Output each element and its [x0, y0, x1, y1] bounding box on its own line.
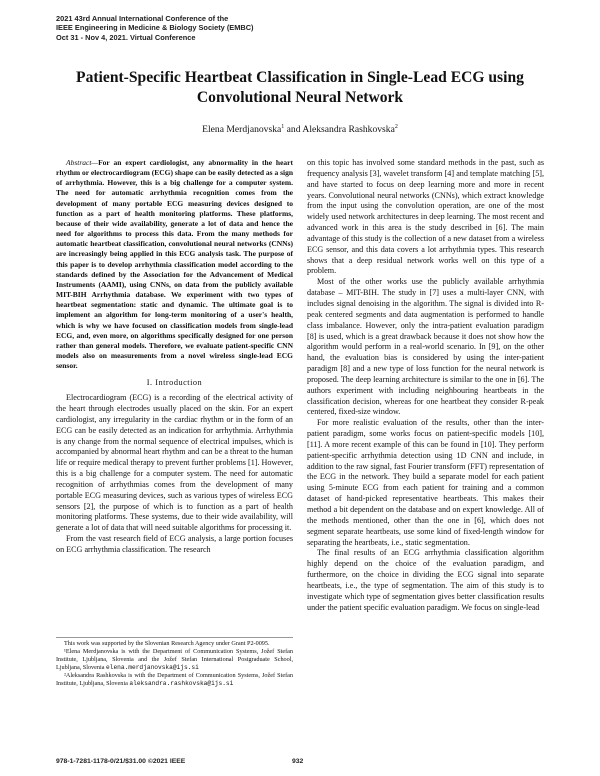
- footnote-1-text: ¹Elena Merdjanovska is with the Department of Communication Systems, Jožef Stefan Institute, Ljubljana, Slovenia and the Jožef Stefan International Postgraduate School, Ljubljana, Slovenia: [56, 647, 293, 671]
- authors: [40, 121, 560, 136]
- right-column: [307, 158, 544, 613]
- left-column: [56, 158, 293, 556]
- footnotes: [56, 637, 293, 687]
- footer-isbn: 978-1-7281-1178-0/21/$31.00 ©2021 IEEE: [56, 758, 186, 765]
- author-2: Aleksandra Rashkovska: [302, 124, 395, 135]
- footnote-support: This work was supported by the Slovenian Research Agency under Grant P2-0095.: [64, 640, 270, 647]
- author-1-affiliation: 1: [281, 124, 285, 130]
- author-conjunction: and: [284, 124, 303, 135]
- footnote-2-email[interactable]: aleksandra.rashkovska@ijs.si: [129, 679, 234, 687]
- intro-paragraph-2: From the vast research field of ECG analysis, a large portion focuses on ECG arrhythmia classification. The research: [56, 534, 293, 554]
- abstract-text: For an expert cardiologist, any abnormality in the heart rhythm or electrocardiogram (ECG) shape can be easily detected as a sign of arrhythmia. However, this is a big challenge for a computer system. The need for automatic arrhythmia recognition comes from the development of many portable ECG measuring devices designed to function as a part of health monitoring platforms. These platforms, because of their wide availability, generate a lot of data and hence the need for algorithms to process this data. From the many methods for automatic heartbeat classification, convolutional neural networks (CNNs) are increasingly being applied in this ECG analysis task. The purpose of this paper is to develop arrhythmia classification model according to the standards defined by the Association for the Advancement of Medical Instruments (AAMI), using CNNs, on data from the publicly available MIT-BIH Arrhythmia database. We experiment with two types of heartbeat segmentation: static and dynamic. The ultimate goal is to implement an algorithm for long-term monitoring of a user's health, which is why we have focused on classification models from single-lead ECG, and, even more, on algorithms specifically designed for one person rather than general models. Therefore, we evaluate patient-specific CNN models also on measurements from a novel wireless single-lead ECG sensor.: [56, 158, 293, 371]
- footnote-2: [56, 672, 293, 688]
- intro-paragraph-1: Electrocardiogram (ECG) is a recording of the electrical activity of the heart through electrodes usually placed on the skin. For an expert cardiologist, any irregularity in the cardiac rhythm or in the form of an ECG can be easily detected as an indication for arrhythmia. Arrhythmia is any change from the normal sequence of electrical impulses, which is accompanied by abnormal heart rhythm and can be a threat to the human life or require medical therapy to prevent further problems [1]. However, this is a big challenge for a computer system. The need for automatic recognition of arrhythmias comes from the development of many portable ECG measuring devices, such as various types of wireless ECG sensors [2], the purpose of which is to function as a part of health monitoring platforms. These systems, due to their wide availability, will generate a lot of data that will need suitable algorithms for processing it.: [56, 393, 294, 533]
- abstract-lead: Abstract: [66, 158, 92, 167]
- body-paragraph-2: Most of the other works use the publicly available arrhythmia database – MIT-BIH. The study in [7] uses a multi-layer CNN, with includes signal denoising in the algorithm. The signal is divided into R-peak centered segments and data augmentation is performed to handle class imbalance. However, only the intra-patient evaluation paradigm [8] is used, which is a great drawback because it does not show how the algorithm would perform in a real-world scenario. In [9], on the other hand, the evaluation bias is considered by using the inter-patient paradigm [8] and a new type of loss function for the neural network is proposed. The deep learning architecture is similar to the one in [6]. The authors experiment with including neighbouring heartbeats in the classification decision, whereas for one heartbeat they consider R-peak centered, fixed-size window.: [307, 277, 544, 417]
- author-2-affiliation: 2: [394, 124, 398, 130]
- footnote-2-text: ²Aleksandra Rashkovska is with the Department of Communication Systems, Jožef Stefan Institute, Ljubljana, Slovenia: [56, 671, 293, 687]
- conference-line-3: Oct 31 - Nov 4, 2021. Virtual Conference: [56, 32, 196, 42]
- footnote-1-email[interactable]: elena.merdjanovska@ijs.si: [106, 663, 199, 671]
- conference-header: [56, 14, 254, 42]
- body-paragraph-1: on this topic has involved some standard methods in the past, such as frequency analysis [3], wavelet transform [4] and template matching [5], and have started to focus on deep learning more and more in recent years. Convolutional neural networks (CNNs), which extract knowledge from the input using the convolution operation, are one of the most widely used network architectures in deep learning. The most recent and advanced work in this area is the study described in [6]. The main advantage of this study is the collection of a new dataset from a wireless ECG sensor, and this data covers a lot arrhythmia types. This research shows that a deep residual network works well on this type of a problem.: [307, 158, 544, 276]
- author-1: Elena Merdjanovska: [202, 124, 282, 135]
- section-heading-introduction: I. Introduction: [146, 378, 203, 388]
- paper-title: Patient-Specific Heartbeat Classification in Single-Lead ECG using Convolutional Neural Network: [76, 69, 524, 106]
- conference-line-2: IEEE Engineering in Medicine & Biology Society (EMBC): [56, 23, 254, 33]
- abstract-dash: —: [91, 158, 99, 167]
- footer-page-number: 932: [292, 758, 304, 765]
- body-paragraph-4: The final results of an ECG arrhythmia classification algorithm highly depend on the choice of the evaluation paradigm, and furthermore, on the choice in dividing the ECG signal into separate heartbeats, i.e., the type of segmentation. The aim of this study is to investigate which type of segmentation gives better classification results under the patient specific evaluation paradigm. We focus on single-lead: [307, 548, 544, 612]
- conference-line-1: 2021 43rd Annual International Conference of the: [56, 14, 229, 23]
- footnote-1: [56, 648, 293, 672]
- body-paragraph-3: For more realistic evaluation of the results, other than the inter-patient paradigm, some works focus on patient-specific models [10], [11]. A more recent example of this can be found in [10]. They perform patient-specific arrhythmia detection using 1D CNN and include, in addition to the raw signal, fast Fourier transform (FFT) representation of the ECG in the network. They build a separate model for each patient using 5-minute ECG from each patient for training and a common dataset of hand-picked representative heartbeats. This makes their method a bit dependent on the database and on expert knowledge. All of the methods mentioned, other than the one in [6], which does not segment separate heartbeats, use some kind of fixed-length window for separating the heartbeats, i.e., static segmentation.: [307, 418, 544, 547]
- abstract: [56, 158, 293, 371]
